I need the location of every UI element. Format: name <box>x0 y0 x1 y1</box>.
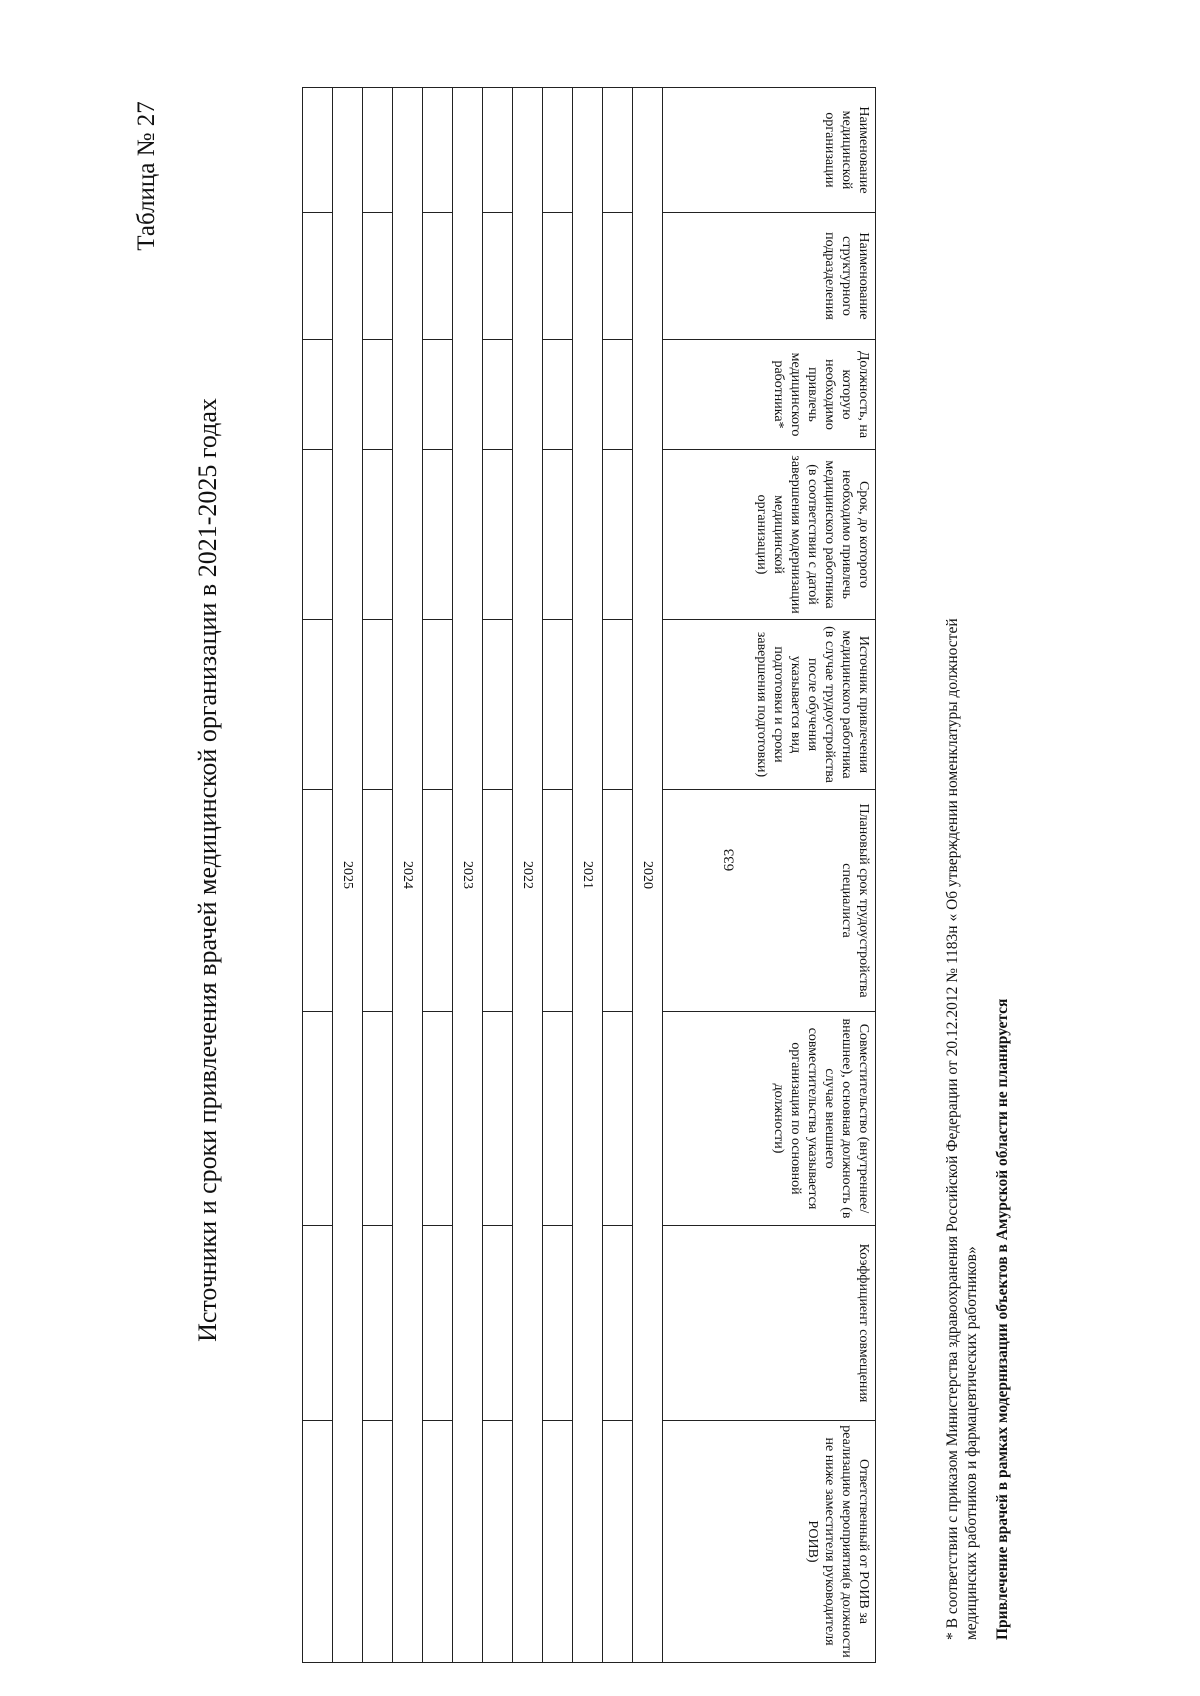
footnote-line: * В соответствии с приказом Министерства здравоохранения Российской Федерации от 20.12.2012 № 1183н « Об утверждении номенклатуры должностей <box>944 618 961 1640</box>
table-row <box>603 88 633 1663</box>
table-row <box>423 88 453 1663</box>
table-row <box>483 88 513 1663</box>
attraction-table <box>302 87 876 1663</box>
footnote-line: медицинских работников и фармацевтических работников» <box>963 1246 980 1640</box>
header-row <box>663 88 876 1663</box>
page-title: Источники и сроки привлечения врачей медицинской организации в 2021-2025 годах <box>193 398 222 1342</box>
year-row-2020 <box>633 88 663 1663</box>
year-label: 2024 <box>393 88 423 1663</box>
year-row-2021 <box>573 88 603 1663</box>
year-row-2024 <box>393 88 423 1663</box>
year-label: 2020 <box>633 88 663 1663</box>
column-header-coefficient: Коэффициент совмещения <box>663 1226 876 1421</box>
column-header-responsible: Ответственный от РОИВ за реализацию мероприятия(в должности не ниже заместителя руководителя РОИВ) <box>663 1421 876 1663</box>
table-row <box>303 88 333 1663</box>
column-header-planned-date: Плановый срок трудоустройства специалиста <box>663 790 876 1012</box>
attraction-table-container <box>302 87 876 1662</box>
column-header-position: Должность, на которую необходимо привлечь медицинского работника* <box>663 340 876 450</box>
year-row-2022 <box>513 88 543 1663</box>
table-row <box>363 88 393 1663</box>
year-label: 2022 <box>513 88 543 1663</box>
column-header-combination: Совместительство (внутреннее/внешнее), основная должность (в случае внешнего совместительства указывается организация по основной должности) <box>663 1012 876 1226</box>
column-header-department: Наименование структурного подразделения <box>663 213 876 340</box>
column-header-org-name: Наименование медицинской организации <box>663 88 876 213</box>
footnote-statement: Привлечение врачей в рамках модернизации объектов в Амурской области не планируется <box>994 998 1011 1640</box>
table-row <box>543 88 573 1663</box>
year-label: 2025 <box>333 88 363 1663</box>
footnote <box>943 240 1012 1640</box>
column-header-deadline: Срок, до которого необходимо привлечь медицинского работника (в соответствии с датой завершения модернизации медицинской организации) <box>663 450 876 620</box>
year-row-2023 <box>453 88 483 1663</box>
table-label: Таблица № 27 <box>133 101 160 251</box>
year-row-2025 <box>333 88 363 1663</box>
page-number: 633 <box>721 848 738 872</box>
year-label: 2023 <box>453 88 483 1663</box>
year-label: 2021 <box>573 88 603 1663</box>
column-header-source: Источник привлечения медицинского работника (в случае трудоустройства после обучения указывается вид подготовки и сроки завершения подготовки) <box>663 620 876 790</box>
